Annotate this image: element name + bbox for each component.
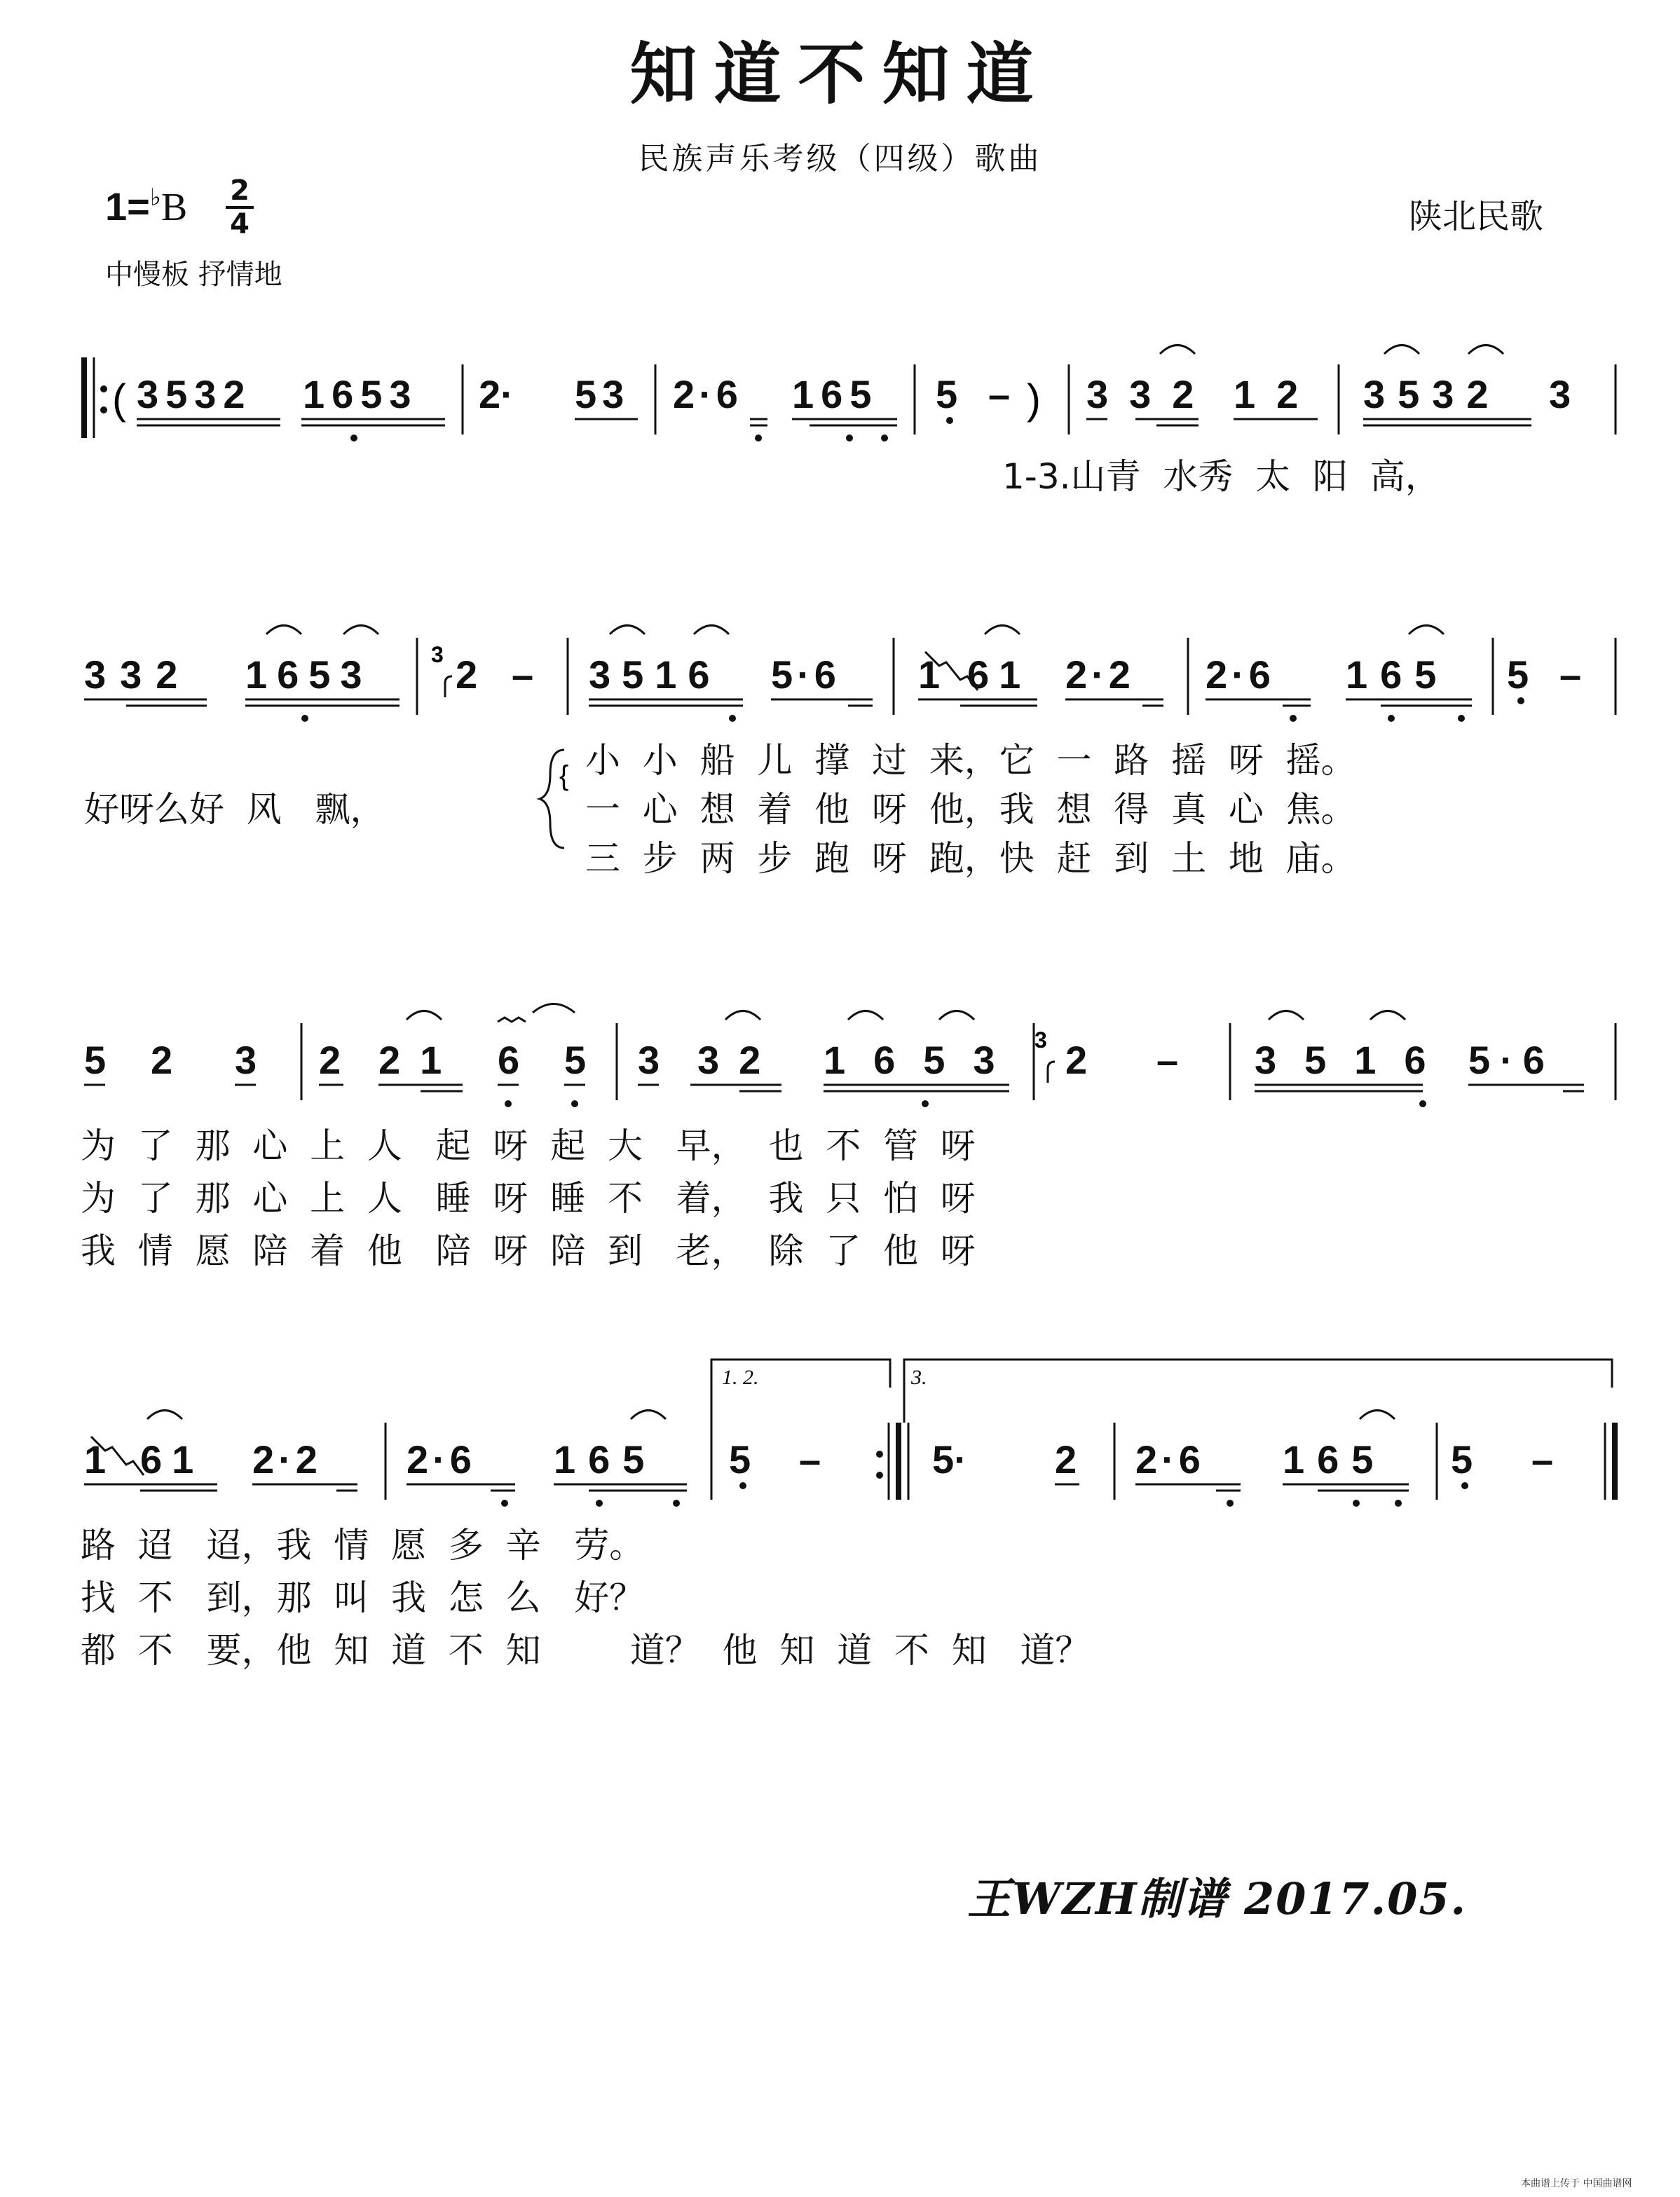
- note-group: 332: [84, 652, 192, 697]
- note-group: 2·6: [407, 1437, 476, 1481]
- note-group: 1653: [824, 1038, 1023, 1082]
- lyric-line: 路 迢 迢，我 情 愿 多 辛 劳。: [81, 1525, 645, 1566]
- note-group: 332: [1086, 372, 1215, 416]
- note-group: –: [512, 652, 534, 697]
- note-group: 2: [456, 652, 478, 697]
- note-group: –: [988, 372, 1011, 416]
- note-group: 32: [697, 1038, 781, 1082]
- note-group: 61: [967, 652, 1031, 697]
- note-group: 5: [729, 1437, 751, 1481]
- lyric-line: 我 情 愿 陪 着 他 陪 呀 陪 到 老， 除 了 他 呀: [81, 1231, 976, 1271]
- note-group: 2: [319, 1038, 341, 1082]
- note-group: 53: [575, 372, 630, 416]
- note-group: 3516: [1255, 1038, 1454, 1082]
- note-group: 5: [936, 372, 958, 416]
- svg-text:{: {: [559, 760, 569, 791]
- lyric-line: 小 小 船 儿 撑 过 来，它 一 路 摇 呀 摇。: [585, 740, 1356, 781]
- time-signature: [226, 174, 254, 240]
- song-subtitle: 民族声乐考级（四级）歌曲: [638, 141, 1042, 177]
- note-group: 2·6: [673, 372, 742, 416]
- note-group: 5·6: [771, 652, 840, 697]
- note-group: 3: [638, 1038, 660, 1082]
- note-group: 2·2: [252, 1437, 322, 1481]
- note-group: 21: [378, 1038, 462, 1082]
- note-group: 12: [1234, 372, 1320, 416]
- note-group: 3532: [137, 372, 252, 416]
- note-group: 3: [235, 1038, 257, 1082]
- note-group: 3: [1549, 372, 1571, 416]
- note-group: 1: [918, 652, 941, 697]
- note-group: 5·: [932, 1437, 967, 1481]
- note-group: 2: [1055, 1437, 1077, 1481]
- svg-text:3: 3: [431, 642, 444, 667]
- staff-line-4: [0, 1353, 1680, 1671]
- note-group: 5: [1507, 652, 1529, 697]
- note-group: 5: [1451, 1437, 1473, 1481]
- meter-bottom: 4: [230, 208, 250, 240]
- staff-line-3: [0, 1016, 1680, 1296]
- key-flat: ♭: [149, 184, 161, 211]
- note-group: 1: [84, 1437, 107, 1481]
- transcriber-credit: 王WZH制谱 2017.05.: [967, 1873, 1468, 1924]
- key-signature: [105, 184, 187, 230]
- note-group: 5·6: [1468, 1038, 1555, 1082]
- staff-4-graphics: [0, 1353, 1680, 1668]
- lyric-line: 为 了 那 心 上 人 睡 呀 睡 不 着， 我 只 怕 呀: [81, 1178, 976, 1219]
- staff-line-1: [0, 350, 1680, 533]
- note-group: 3516: [589, 652, 721, 697]
- note-group: 1653: [245, 652, 372, 697]
- note-group: 61: [140, 1437, 204, 1481]
- lyric-line: 为 了 那 心 上 人 起 呀 起 大 早， 也 不 管 呀: [81, 1125, 976, 1166]
- note-group: 6: [498, 1038, 520, 1082]
- volta-3: 3.: [911, 1366, 927, 1389]
- note-group: 2·6: [1135, 1437, 1205, 1481]
- lyric-line: 1-3.山青 水秀 太 阳 高，: [1002, 456, 1440, 497]
- staff-line-2: [0, 631, 1680, 897]
- song-title: 知道不知道: [629, 34, 1051, 114]
- note-group: –: [1531, 1437, 1554, 1481]
- note-group: 2·: [479, 372, 514, 416]
- meter-top: 2: [230, 174, 250, 207]
- note-group: 165: [554, 1437, 657, 1481]
- note-group: 2·2: [1065, 652, 1135, 697]
- note-group: –: [1156, 1038, 1179, 1082]
- svg-text:(: (: [112, 376, 126, 423]
- tempo-marking: 中慢板 抒情地: [105, 259, 282, 291]
- note-group: –: [1559, 652, 1582, 697]
- note-group: 165: [1346, 652, 1449, 697]
- site-watermark: 本曲谱上传于 中国曲谱网: [1521, 2178, 1632, 2189]
- note-group: 2·6: [1206, 652, 1275, 697]
- svg-text:): ): [1027, 376, 1041, 423]
- key-note: B: [161, 186, 188, 229]
- note-group: 5: [564, 1038, 587, 1082]
- lyric-line: 都 不 要，他 知 道 不 知 道？ 他 知 道 不 知 道？: [81, 1630, 1091, 1671]
- note-group: 1653: [303, 372, 418, 416]
- note-group: 5: [84, 1038, 107, 1082]
- note-group: 2: [151, 1038, 173, 1082]
- volta-1-2: 1. 2.: [722, 1366, 759, 1389]
- note-group: 165: [1283, 1437, 1386, 1481]
- note-group: 3532: [1363, 372, 1501, 416]
- note-group: 2: [1065, 1038, 1088, 1082]
- note-group: 165: [792, 372, 879, 416]
- lyric-line: 三 步 两 步 跑 呀 跑，快 赶 到 土 地 庙。: [585, 838, 1356, 879]
- lyric-line: 找 不 到，那 叫 我 怎 么 好？: [81, 1577, 645, 1618]
- key-prefix: 1=: [105, 184, 150, 228]
- svg-text:3: 3: [1034, 1027, 1047, 1053]
- note-group: –: [799, 1437, 821, 1481]
- lyric-line: 好呀么好 风 飘，: [84, 789, 385, 830]
- lyric-line: 一 心 想 着 他 呀 他，我 想 得 真 心 焦。: [585, 789, 1356, 830]
- composer: 陕北民歌: [1409, 197, 1544, 236]
